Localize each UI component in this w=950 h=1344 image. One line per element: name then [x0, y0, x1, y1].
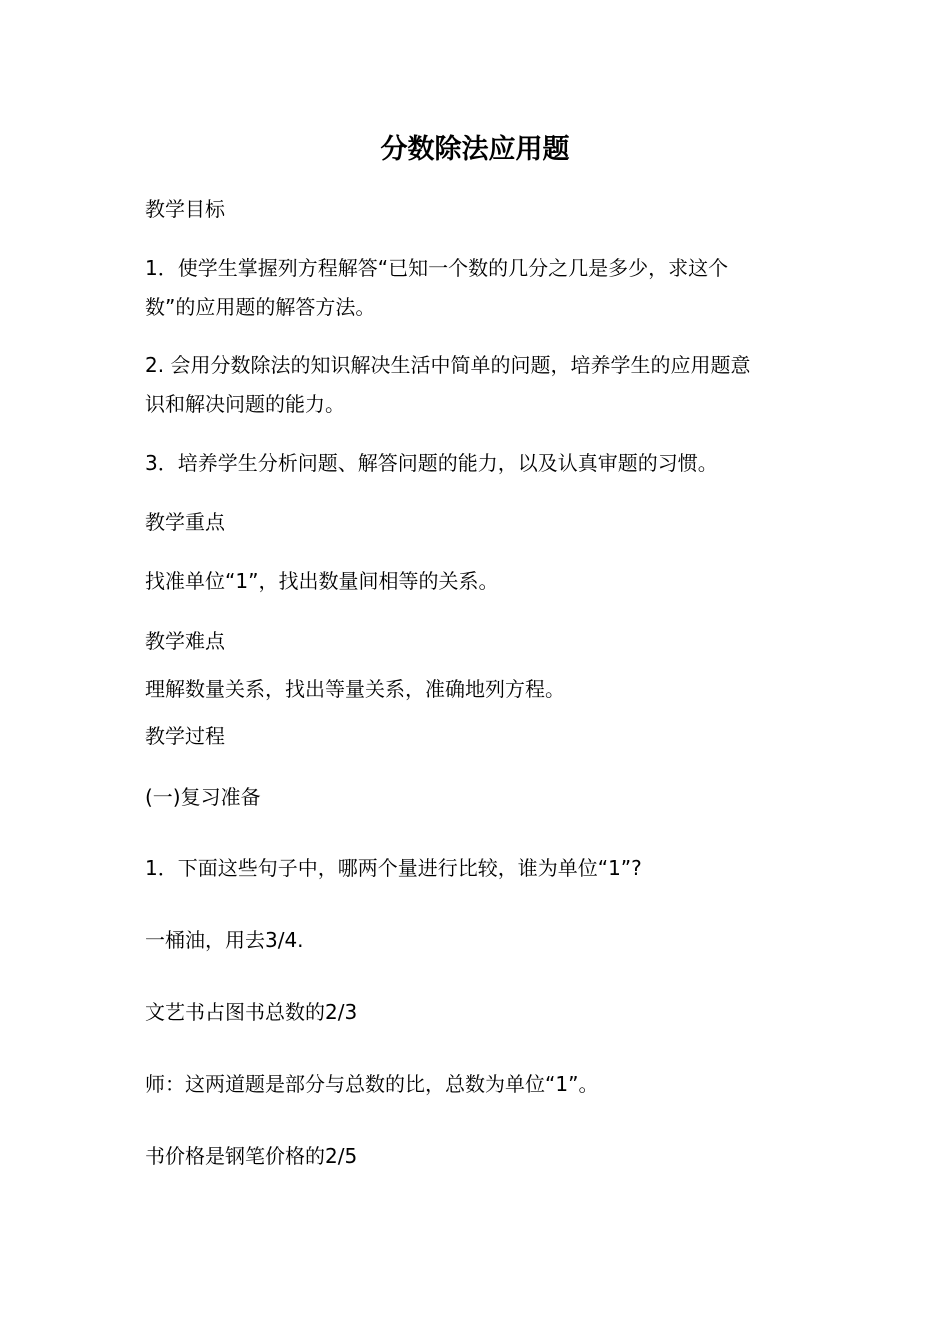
- teacher-note: 师：这两道题是部分与总数的比，总数为单位“1”。: [145, 1072, 599, 1096]
- goal-2-line-2: 识和解决问题的能力。: [145, 392, 345, 416]
- goal-1-line-2: 数”的应用题的解答方法。: [145, 295, 376, 319]
- heading-teaching-focus: 教学重点: [145, 510, 225, 534]
- focus-text: 找准单位“1”，找出数量间相等的关系。: [145, 569, 499, 593]
- example-pen-price: 书价格是钢笔价格的2/5: [145, 1144, 358, 1168]
- section-review: (一)复习准备: [145, 785, 261, 809]
- document-title: 分数除法应用题: [380, 134, 570, 165]
- heading-teaching-process: 教学过程: [145, 724, 225, 748]
- heading-teaching-difficulty: 教学难点: [145, 629, 225, 653]
- heading-teaching-goals: 教学目标: [145, 197, 225, 221]
- difficulty-text: 理解数量关系，找出等量关系，准确地列方程。: [145, 677, 565, 701]
- goal-3: 3．培养学生分析问题、解答问题的能力，以及认真审题的习惯。: [145, 451, 718, 475]
- goal-1-line-1: 1．使学生掌握列方程解答“已知一个数的几分之几是多少，求这个: [145, 256, 729, 280]
- example-books: 文艺书占图书总数的2/3: [145, 1000, 358, 1024]
- example-oil: 一桶油，用去3/4.: [145, 928, 304, 952]
- goal-2-line-1: 2. 会用分数除法的知识解决生活中简单的问题，培养学生的应用题意: [145, 353, 751, 377]
- question-1: 1．下面这些句子中，哪两个量进行比较，谁为单位“1”?: [145, 856, 642, 880]
